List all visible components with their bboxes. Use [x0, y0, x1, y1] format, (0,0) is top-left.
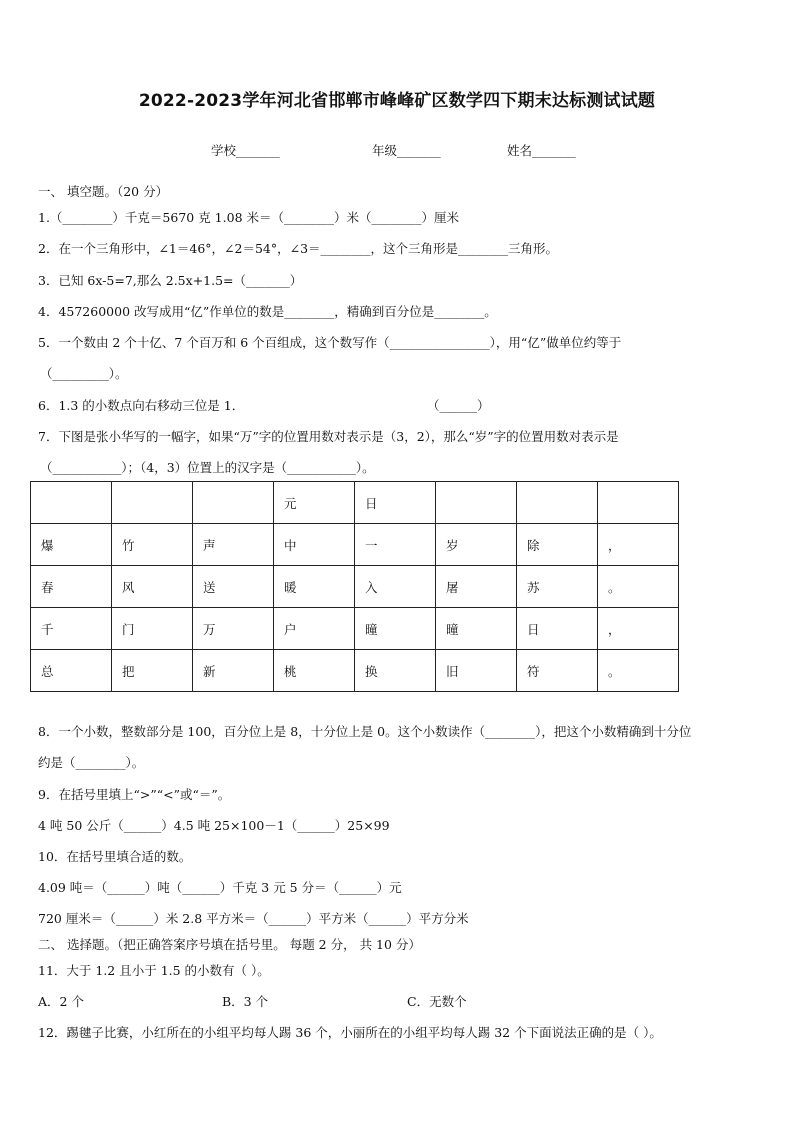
section-heading-fill-blank: 一、 填空题。（20 分）	[38, 184, 169, 199]
grid-cell: 中	[274, 524, 355, 566]
grid-cell: 爆	[31, 524, 112, 566]
grid-cell: 春	[31, 566, 112, 608]
question-11: 11．大于 1.2 且小于 1.5 的小数有（ ）。	[38, 963, 270, 978]
question-8-continued: 约是（________）。	[38, 755, 145, 770]
question-10: 10．在括号里填合适的数。	[38, 849, 192, 864]
grid-cell: 新	[193, 650, 274, 692]
grid-row	[31, 566, 679, 608]
question-11-option-c: C．无数个	[407, 994, 467, 1009]
grid-cell: 把	[112, 650, 193, 692]
grid-cell: 除	[517, 524, 598, 566]
character-grid	[30, 481, 679, 692]
question-8: 8．一个小数，整数部分是 100，百分位上是 8，十分位上是 0。这个小数读作（________），把这个小数精确到十分位	[38, 724, 692, 739]
question-3: 3．已知 6x-5=7,那么 2.5x+1.5=（_______）	[38, 273, 303, 288]
question-10-items-2: 720 厘米＝（______）米 2.8 平方米＝（______）平方米（______）平方分米	[38, 911, 469, 926]
question-4: 4．457260000 改写成用“亿”作单位的数是________，精确到百分位是________。	[38, 304, 497, 319]
grid-cell	[31, 482, 112, 524]
grid-cell	[517, 482, 598, 524]
page-title: 2022-2023学年河北省邯郸市峰峰矿区数学四下期末达标测试试题	[138, 91, 656, 111]
name-field: 姓名_______	[507, 143, 576, 158]
grid-cell: 总	[31, 650, 112, 692]
grid-cell: 日	[517, 608, 598, 650]
grid-cell: 竹	[112, 524, 193, 566]
question-11-option-b: B．3 个	[222, 994, 269, 1009]
grid-cell: 入	[355, 566, 436, 608]
grid-cell: 元	[274, 482, 355, 524]
grid-cell: 声	[193, 524, 274, 566]
grid-cell: 岁	[436, 524, 517, 566]
school-field: 学校_______	[211, 143, 280, 158]
question-7: 7．下图是张小华写的一幅字，如果“万”字的位置用数对表示是（3，2），那么“岁”字的位置用数对表示是	[38, 429, 619, 444]
grid-cell: 暖	[274, 566, 355, 608]
grid-row	[31, 524, 679, 566]
grid-cell: 苏	[517, 566, 598, 608]
grid-cell: 桃	[274, 650, 355, 692]
grid-cell	[112, 482, 193, 524]
question-5: 5．一个数由 2 个十亿、7 个百万和 6 个百组成，这个数写作（________________），用“亿”做单位约等于	[38, 335, 622, 350]
grid-cell: 风	[112, 566, 193, 608]
grid-cell: ，	[598, 608, 679, 650]
grid-cell: 旧	[436, 650, 517, 692]
grid-cell: 户	[274, 608, 355, 650]
grade-field: 年级_______	[372, 143, 441, 158]
grid-cell: 屠	[436, 566, 517, 608]
grid-cell	[193, 482, 274, 524]
question-2: 2．在一个三角形中，∠1＝46°，∠2＝54°，∠3＝________，这个三角形是________三角形。	[38, 241, 559, 256]
grid-cell: 日	[355, 482, 436, 524]
grid-cell: 曈	[355, 608, 436, 650]
grid-cell: 曈	[436, 608, 517, 650]
grid-cell: 换	[355, 650, 436, 692]
question-10-items-1: 4.09 吨＝（______）吨（______）千克 3 元 5 分＝（______）元	[38, 880, 402, 895]
section-heading-multiple-choice: 二、 选择题。（把正确答案序号填在括号里。 每题 2 分， 共 10 分）	[38, 937, 421, 952]
question-6-answer-blank: （______）	[427, 398, 490, 413]
grid-cell: ，	[598, 524, 679, 566]
grid-cell: 千	[31, 608, 112, 650]
grid-cell: 万	[193, 608, 274, 650]
grid-row	[31, 608, 679, 650]
grid-cell: 。	[598, 650, 679, 692]
grid-row	[31, 650, 679, 692]
grid-cell: 门	[112, 608, 193, 650]
grid-cell	[436, 482, 517, 524]
question-12: 12．踢毽子比赛，小红所在的小组平均每人踢 36 个，小丽所在的小组平均每人踢 32 个下面说法正确的是（ ）。	[38, 1025, 662, 1040]
grid-cell: 送	[193, 566, 274, 608]
grid-cell: 符	[517, 650, 598, 692]
grid-row	[31, 482, 679, 524]
grid-cell	[598, 482, 679, 524]
grid-cell: 。	[598, 566, 679, 608]
question-1: 1.（________）千克＝5670 克 1.08 米＝（________）米（________）厘米	[38, 210, 459, 225]
question-9-items: 4 吨 50 公斤（______）4.5 吨 25×100－1（______）25×99	[38, 818, 390, 833]
question-5-continued: （_________）。	[40, 366, 128, 381]
question-11-option-a: A．2 个	[38, 994, 84, 1009]
question-7-continued: （___________）；（4，3）位置上的汉字是（___________）。	[40, 460, 375, 475]
question-9: 9．在括号里填上“>”“<”或“＝”。	[38, 787, 231, 802]
question-6: 6．1.3 的小数点向右移动三位是 1．	[38, 398, 245, 413]
grid-cell: 一	[355, 524, 436, 566]
